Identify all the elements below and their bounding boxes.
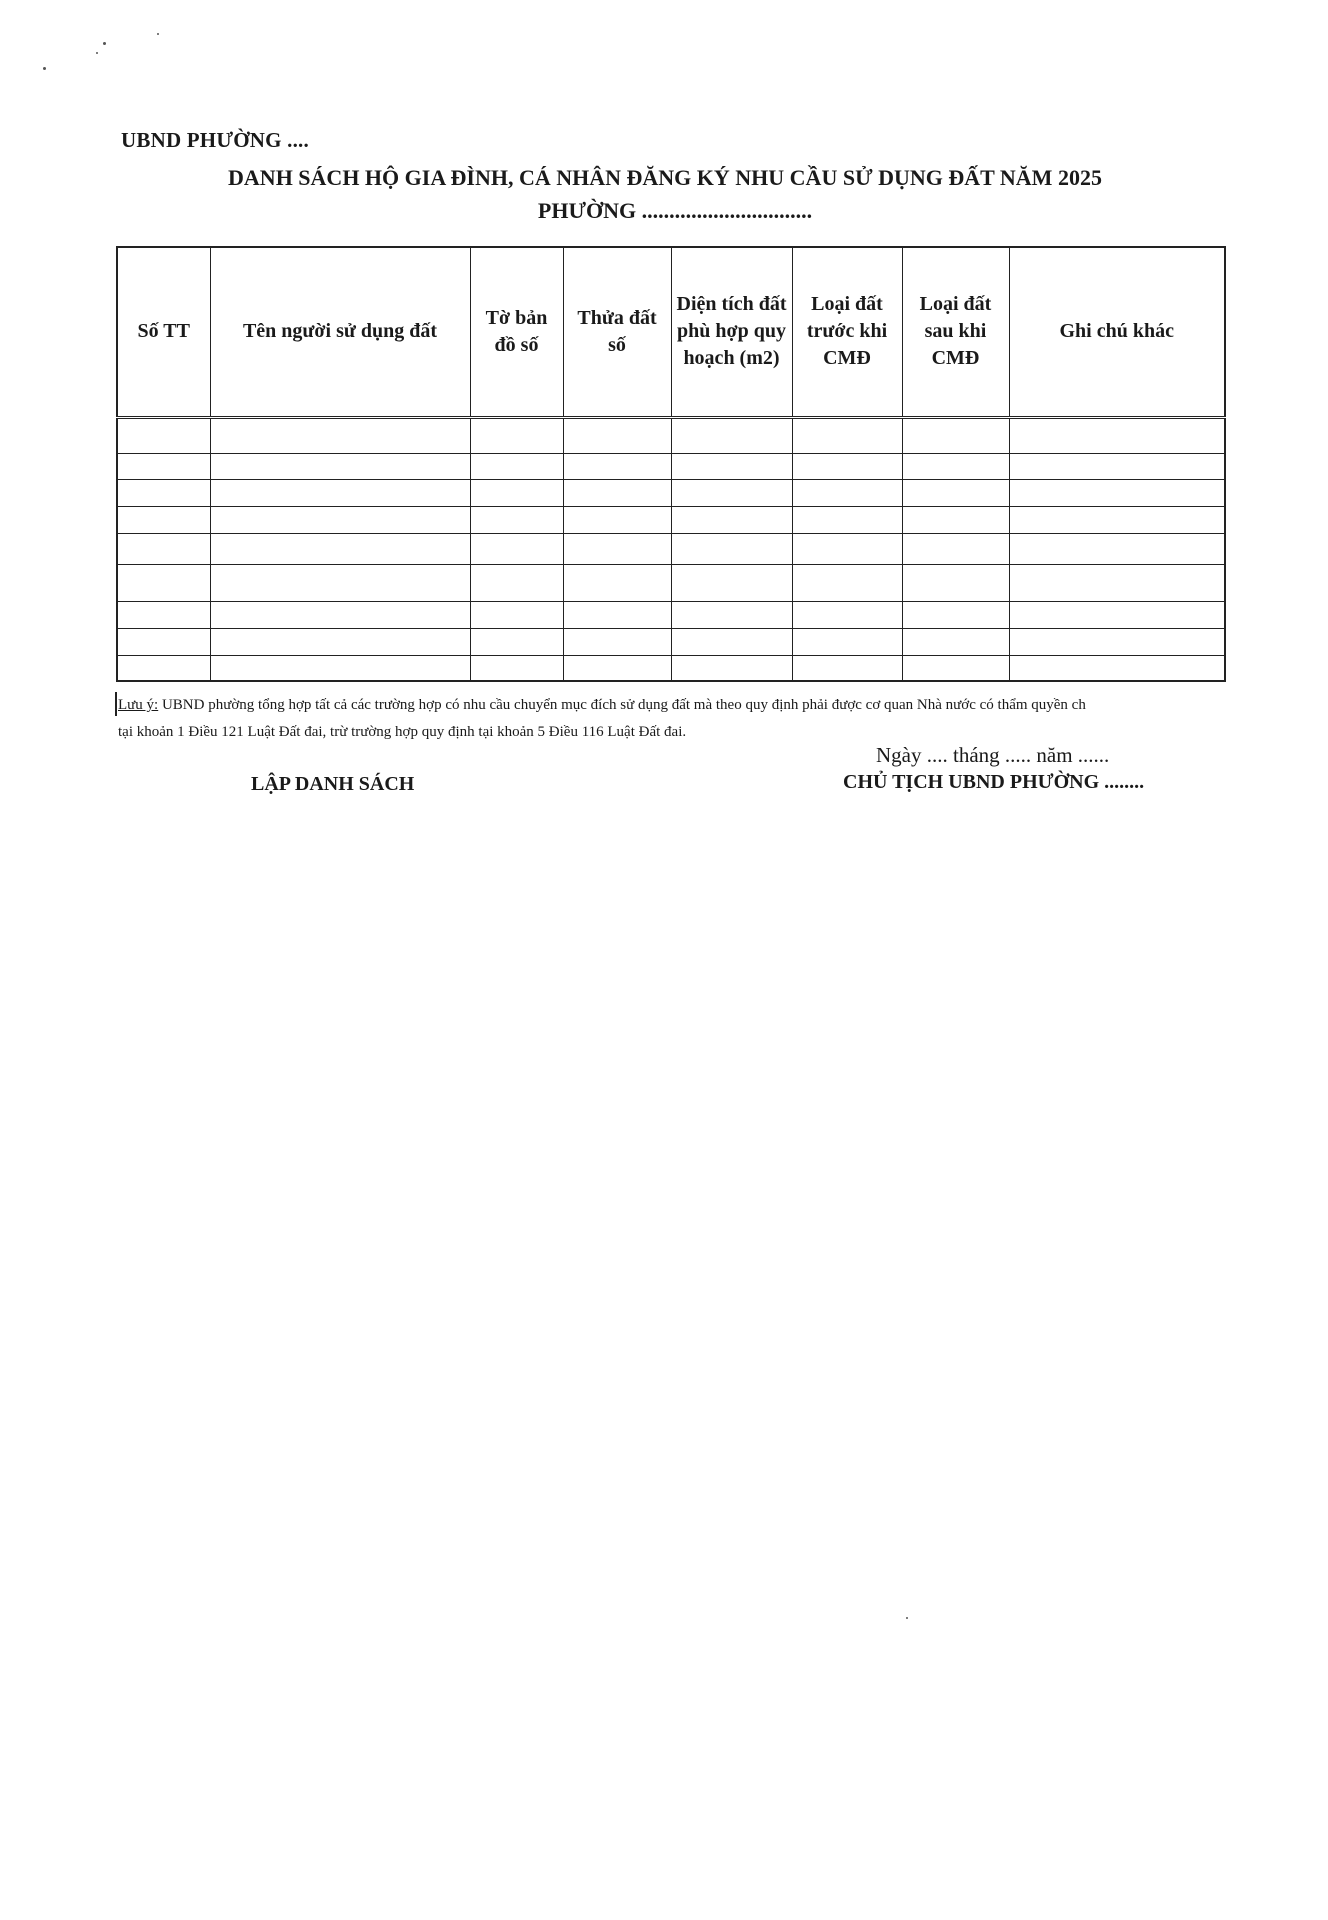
note-margin-line bbox=[115, 692, 117, 716]
chairman-signature-label: CHỦ TỊCH UBND PHƯỜNG ........ bbox=[843, 771, 1145, 793]
scan-speck bbox=[906, 1617, 908, 1619]
table-header-row bbox=[117, 247, 1225, 417]
scan-speck bbox=[157, 33, 159, 35]
table-row bbox=[117, 628, 1225, 655]
scan-speck bbox=[96, 52, 98, 54]
col-header-area: Diện tích đất phù hợp quy hoạch (m2) bbox=[671, 247, 792, 417]
col-header-land-type-after: Loại đất sau khi CMĐ bbox=[902, 247, 1009, 417]
note-line-1 bbox=[118, 692, 1226, 719]
date-line: Ngày .... tháng ..... năm ...... bbox=[876, 743, 1110, 767]
note-text: UBND phường tổng hợp tất cả các trường hợp có nhu cầu chuyển mục đích sử dụng đất mà theo quy định phải được cơ quan Nhà nước có thẩm quyền ch bbox=[158, 697, 1086, 713]
col-header-map-sheet: Tờ bản đồ số bbox=[470, 247, 563, 417]
col-header-parcel: Thửa đất số bbox=[563, 247, 671, 417]
table-row bbox=[117, 417, 1225, 453]
col-header-stt: Số TT bbox=[117, 247, 210, 417]
table-row bbox=[117, 506, 1225, 533]
table-row bbox=[117, 655, 1225, 681]
col-header-land-type-before: Loại đất trước khi CMĐ bbox=[792, 247, 902, 417]
col-header-land-user: Tên người sử dụng đất bbox=[210, 247, 470, 417]
scan-speck bbox=[43, 67, 46, 70]
table-row bbox=[117, 601, 1225, 628]
scan-speck bbox=[103, 42, 106, 45]
table-row bbox=[117, 453, 1225, 479]
registration-table bbox=[116, 246, 1226, 682]
document-subtitle: PHƯỜNG ............................... bbox=[537, 198, 813, 223]
table-row bbox=[117, 533, 1225, 564]
note-label: Lưu ý: bbox=[118, 697, 159, 713]
table-row bbox=[117, 564, 1225, 601]
prepared-by-label: LẬP DANH SÁCH bbox=[251, 773, 415, 795]
col-header-notes: Ghi chú khác bbox=[1009, 247, 1225, 417]
table-note bbox=[118, 692, 1226, 746]
issuing-agency: UBND PHƯỜNG .... bbox=[121, 128, 309, 152]
document-title: DANH SÁCH HỘ GIA ĐÌNH, CÁ NHÂN ĐĂNG KÝ NHU CẦU SỬ DỤNG ĐẤT NĂM 2025 bbox=[228, 165, 1102, 190]
note-line-2: tại khoản 1 Điều 121 Luật Đất đai, trừ trường hợp quy định tại khoản 5 Điều 116 Luật Đất đai. bbox=[118, 724, 687, 740]
table-row bbox=[117, 479, 1225, 506]
